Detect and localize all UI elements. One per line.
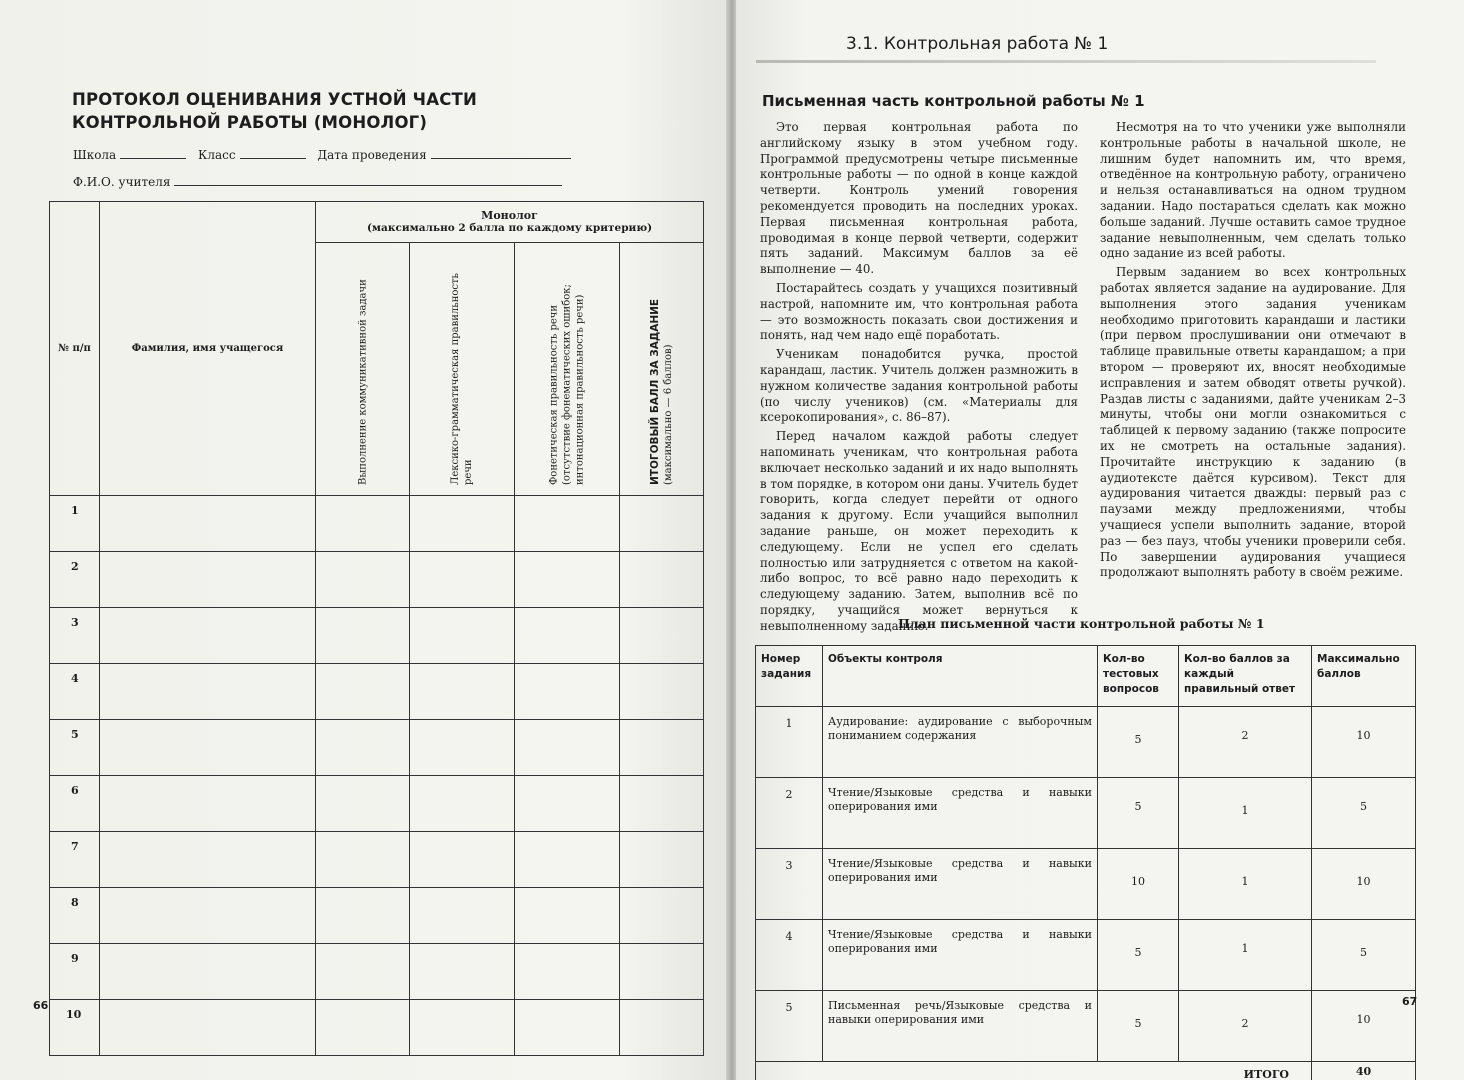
table-row xyxy=(756,778,1416,849)
section-title: 3.1. Контрольная работа № 1 xyxy=(846,34,1109,54)
score-cell[interactable] xyxy=(515,832,620,888)
score-cell[interactable] xyxy=(515,720,620,776)
test-questions: 5 xyxy=(1098,991,1179,1062)
criterion-1-header xyxy=(316,243,410,496)
row-number: 9 xyxy=(50,944,100,1000)
monolog-label: Монолог xyxy=(481,209,538,222)
total-cell[interactable] xyxy=(620,832,704,888)
score-cell[interactable] xyxy=(410,944,515,1000)
table-row xyxy=(50,552,704,608)
total-score-text xyxy=(649,253,675,485)
score-cell[interactable] xyxy=(316,776,410,832)
total-value: 40 xyxy=(1312,1062,1416,1080)
table-row xyxy=(756,920,1416,991)
class-label: Класс xyxy=(198,148,236,162)
table-row xyxy=(50,496,704,552)
protocol-table xyxy=(49,201,704,1056)
name-cell[interactable] xyxy=(100,608,316,664)
max-points: 5 xyxy=(1312,920,1416,991)
paragraph: Первым заданием во всех контрольных работах является задание на аудирование. Для выполнения этого задания ученикам необходимо приготовить карандаши и ластики (при первом прослушивании они отмечают в таблице правильные ответы карандашом; а при втором — проверяют их, вносят необходимые исправления и затем обводят ответы ручкой). Раздав листы с заданиями, дайте ученикам 2–3 минуты, чтобы они могли ознакомиться с таблицей к первому заданию (также попросите их не смотреть на остальные задания). Прочитайте инструкцию к заданию (в аудиотексте даётся курсивом). Текст для аудирования читается дважды: первый раз с паузами между предложениями, чтобы учащиеся успели выполнить задание, второй раз — без пауз, чтобы ученики проверили себя. По завершении аудирования учащиеся продолжают выполнять работу в своём режиме. xyxy=(1100,265,1406,580)
title-rule xyxy=(756,60,1376,63)
school-label: Школа xyxy=(73,148,117,162)
task-number: 4 xyxy=(756,920,823,991)
max-points: 10 xyxy=(1312,849,1416,920)
teacher-blank[interactable] xyxy=(174,175,562,186)
paragraph: Постарайтесь создать у учащихся позитивный настрой, напомните им, что контрольная работа — это возможность показать свои достижения и понять, над чем надо ещё поработать. xyxy=(760,280,1078,343)
table-row xyxy=(756,707,1416,778)
task-number: 5 xyxy=(756,991,823,1062)
max-points: 5 xyxy=(1312,778,1416,849)
num-header: № п/п xyxy=(50,202,100,496)
points-per-answer: 1 xyxy=(1179,920,1312,991)
criterion-1-text: Выполнение коммуникативной задачи xyxy=(357,279,368,485)
points-per-answer: 2 xyxy=(1179,707,1312,778)
test-questions: 10 xyxy=(1098,849,1179,920)
table-row xyxy=(50,1000,704,1056)
paragraph: Ученикам понадобится ручка, простой карандаш, ластик. Учитель должен размножить в нужном количестве задания контрольной работы (по числу учеников) (см. «Материалы для ксерокопирования», с. 86–87). xyxy=(760,347,1078,425)
total-cell[interactable] xyxy=(620,664,704,720)
test-questions: 5 xyxy=(1098,920,1179,991)
header-points-per-answer: Кол-во баллов за каждый правильный ответ xyxy=(1179,646,1312,707)
criterion-3-text: Фонетическая правильность речи (отсутствие фонематических ошибок; интонационная правильность речи) xyxy=(548,284,586,485)
page-number-left: 66 xyxy=(33,999,49,1012)
max-points: 10 xyxy=(1312,991,1416,1062)
row-number: 3 xyxy=(50,608,100,664)
right-page xyxy=(736,0,1464,1080)
table-row xyxy=(50,664,704,720)
text-column-1 xyxy=(760,120,1078,638)
row-number: 8 xyxy=(50,888,100,944)
score-cell[interactable] xyxy=(515,608,620,664)
control-object: Письменная речь/Языковые средства и навыки оперирования ими xyxy=(823,991,1098,1062)
plan-table xyxy=(755,645,1416,1080)
criterion-2-text: Лексико-грамматическая правильность речи xyxy=(450,273,474,485)
total-cell[interactable] xyxy=(620,552,704,608)
plan-title: План письменной части контрольной работы № 1 xyxy=(898,616,1265,631)
score-cell[interactable] xyxy=(515,944,620,1000)
protocol-title-line1: ПРОТОКОЛ ОЦЕНИВАНИЯ УСТНОЙ ЧАСТИ xyxy=(72,90,477,109)
header-task-number: Номер задания xyxy=(756,646,823,707)
written-part-title: Письменная часть контрольной работы № 1 xyxy=(762,92,1145,110)
left-page xyxy=(0,0,728,1080)
row-number: 5 xyxy=(50,720,100,776)
score-cell[interactable] xyxy=(515,496,620,552)
name-cell[interactable] xyxy=(100,1000,316,1056)
total-label: ИТОГО xyxy=(756,1062,1312,1080)
total-cell[interactable] xyxy=(620,944,704,1000)
school-blank[interactable] xyxy=(120,148,186,159)
protocol-title xyxy=(72,88,512,134)
total-score-label: ИТОГОВЫЙ БАЛЛ ЗА ЗАДАНИЕ xyxy=(648,298,661,485)
monolog-header xyxy=(316,202,704,243)
name-cell[interactable] xyxy=(100,552,316,608)
score-cell[interactable] xyxy=(316,888,410,944)
total-cell[interactable] xyxy=(620,720,704,776)
protocol-title-line2: КОНТРОЛЬНОЙ РАБОТЫ (МОНОЛОГ) xyxy=(72,113,428,132)
control-object: Чтение/Языковые средства и навыки оперирования ими xyxy=(823,849,1098,920)
table-row xyxy=(756,849,1416,920)
paragraph: Это первая контрольная работа по английскому языку в этом учебном году. Программой предусмотрены четыре письменные контрольные работы — по одной в конце каждой четверти. Контроль умений говорения рекомендуется проводить на последних уроках. Первая письменная контрольная работа, проводимая в конце первой четверти, содержит пять заданий. Максимум баллов за её выполнение — 40. xyxy=(760,120,1078,277)
test-questions: 5 xyxy=(1098,707,1179,778)
name-cell[interactable] xyxy=(100,720,316,776)
name-cell[interactable] xyxy=(100,944,316,1000)
control-object: Аудирование: аудирование с выборочным пониманием содержания xyxy=(823,707,1098,778)
row-number: 1 xyxy=(50,496,100,552)
score-cell[interactable] xyxy=(316,1000,410,1056)
table-row xyxy=(50,944,704,1000)
score-cell[interactable] xyxy=(316,664,410,720)
date-label: Дата проведения xyxy=(317,148,427,162)
paragraph: Несмотря на то что ученики уже выполняли контрольные работы в начальной школе, не лишним будет напомнить им, что время, отведённое на контрольную работу, ограничено и нельзя останавливаться на одном трудном задании. Надо постараться сделать как можно больше заданий. Лучше оставить самое трудное задание невыполненным, чем сделать только одно задание из всей работы. xyxy=(1100,120,1406,261)
text-column-2 xyxy=(1100,120,1406,584)
test-questions: 5 xyxy=(1098,778,1179,849)
score-cell[interactable] xyxy=(515,552,620,608)
table-row xyxy=(50,832,704,888)
score-cell[interactable] xyxy=(316,608,410,664)
row-number: 4 xyxy=(50,664,100,720)
score-cell[interactable] xyxy=(316,944,410,1000)
score-cell[interactable] xyxy=(515,888,620,944)
score-cell[interactable] xyxy=(410,776,515,832)
score-cell[interactable] xyxy=(515,664,620,720)
header-control-objects: Объекты контроля xyxy=(823,646,1098,707)
criterion-2-header xyxy=(410,243,515,496)
control-object: Чтение/Языковые средства и навыки оперирования ими xyxy=(823,920,1098,991)
score-cell[interactable] xyxy=(316,552,410,608)
total-score-header xyxy=(620,243,704,496)
score-cell[interactable] xyxy=(316,720,410,776)
table-row xyxy=(50,888,704,944)
table-row xyxy=(756,991,1416,1062)
score-cell[interactable] xyxy=(410,664,515,720)
row-number: 2 xyxy=(50,552,100,608)
score-cell[interactable] xyxy=(410,608,515,664)
table-row xyxy=(50,776,704,832)
score-cell[interactable] xyxy=(410,496,515,552)
score-cell[interactable] xyxy=(410,552,515,608)
name-cell[interactable] xyxy=(100,664,316,720)
max-points: 10 xyxy=(1312,707,1416,778)
score-cell[interactable] xyxy=(316,832,410,888)
teacher-line xyxy=(73,175,562,189)
total-cell[interactable] xyxy=(620,1000,704,1056)
table-row xyxy=(50,720,704,776)
header-test-questions: Кол-во тестовых вопросов xyxy=(1098,646,1179,707)
score-cell[interactable] xyxy=(410,720,515,776)
score-cell[interactable] xyxy=(410,888,515,944)
total-row xyxy=(756,1062,1416,1080)
row-number: 7 xyxy=(50,832,100,888)
task-number: 1 xyxy=(756,707,823,778)
total-cell[interactable] xyxy=(620,608,704,664)
name-header: Фамилия, имя учащегося xyxy=(100,202,316,496)
table-row xyxy=(50,608,704,664)
monolog-sub: (максимально 2 балла по каждому критерию) xyxy=(366,222,653,234)
school-class-date-line xyxy=(73,148,571,162)
control-object: Чтение/Языковые средства и навыки оперирования ими xyxy=(823,778,1098,849)
name-cell[interactable] xyxy=(100,496,316,552)
total-cell[interactable] xyxy=(620,496,704,552)
score-cell[interactable] xyxy=(515,1000,620,1056)
score-cell[interactable] xyxy=(515,776,620,832)
class-blank[interactable] xyxy=(240,148,306,159)
task-number: 2 xyxy=(756,778,823,849)
page-number-right: 67 xyxy=(1402,995,1418,1008)
points-per-answer: 1 xyxy=(1179,849,1312,920)
task-number: 3 xyxy=(756,849,823,920)
teacher-label: Ф.И.О. учителя xyxy=(73,175,171,189)
points-per-answer: 1 xyxy=(1179,778,1312,849)
points-per-answer: 2 xyxy=(1179,991,1312,1062)
name-cell[interactable] xyxy=(100,888,316,944)
total-score-sub: (максимально — 6 баллов) xyxy=(662,344,674,485)
score-cell[interactable] xyxy=(410,1000,515,1056)
header-max-points: Максимально баллов xyxy=(1312,646,1416,707)
score-cell[interactable] xyxy=(316,496,410,552)
row-number: 10 xyxy=(50,1000,100,1056)
paragraph: Перед началом каждой работы следует напоминать ученикам, что контрольная работа включает несколько заданий и их надо выполнять в том порядке, в котором они даны. Учитель будет говорить, когда следует перейти от одного задания к другому. Если учащийся выполнил задание раньше, он может переходить к следующему. Если не успел его сделать полностью или затрудняется с ответом на какой-либо вопрос, то всё равно надо переходить к следующему заданию. Затем, выполнив всё по порядку, учащийся может вернуться к невыполненному заданию. xyxy=(760,429,1078,633)
criterion-3-header xyxy=(515,243,620,496)
name-cell[interactable] xyxy=(100,776,316,832)
name-cell[interactable] xyxy=(100,832,316,888)
score-cell[interactable] xyxy=(410,832,515,888)
total-cell[interactable] xyxy=(620,888,704,944)
total-cell[interactable] xyxy=(620,776,704,832)
row-number: 6 xyxy=(50,776,100,832)
date-blank[interactable] xyxy=(431,148,571,159)
